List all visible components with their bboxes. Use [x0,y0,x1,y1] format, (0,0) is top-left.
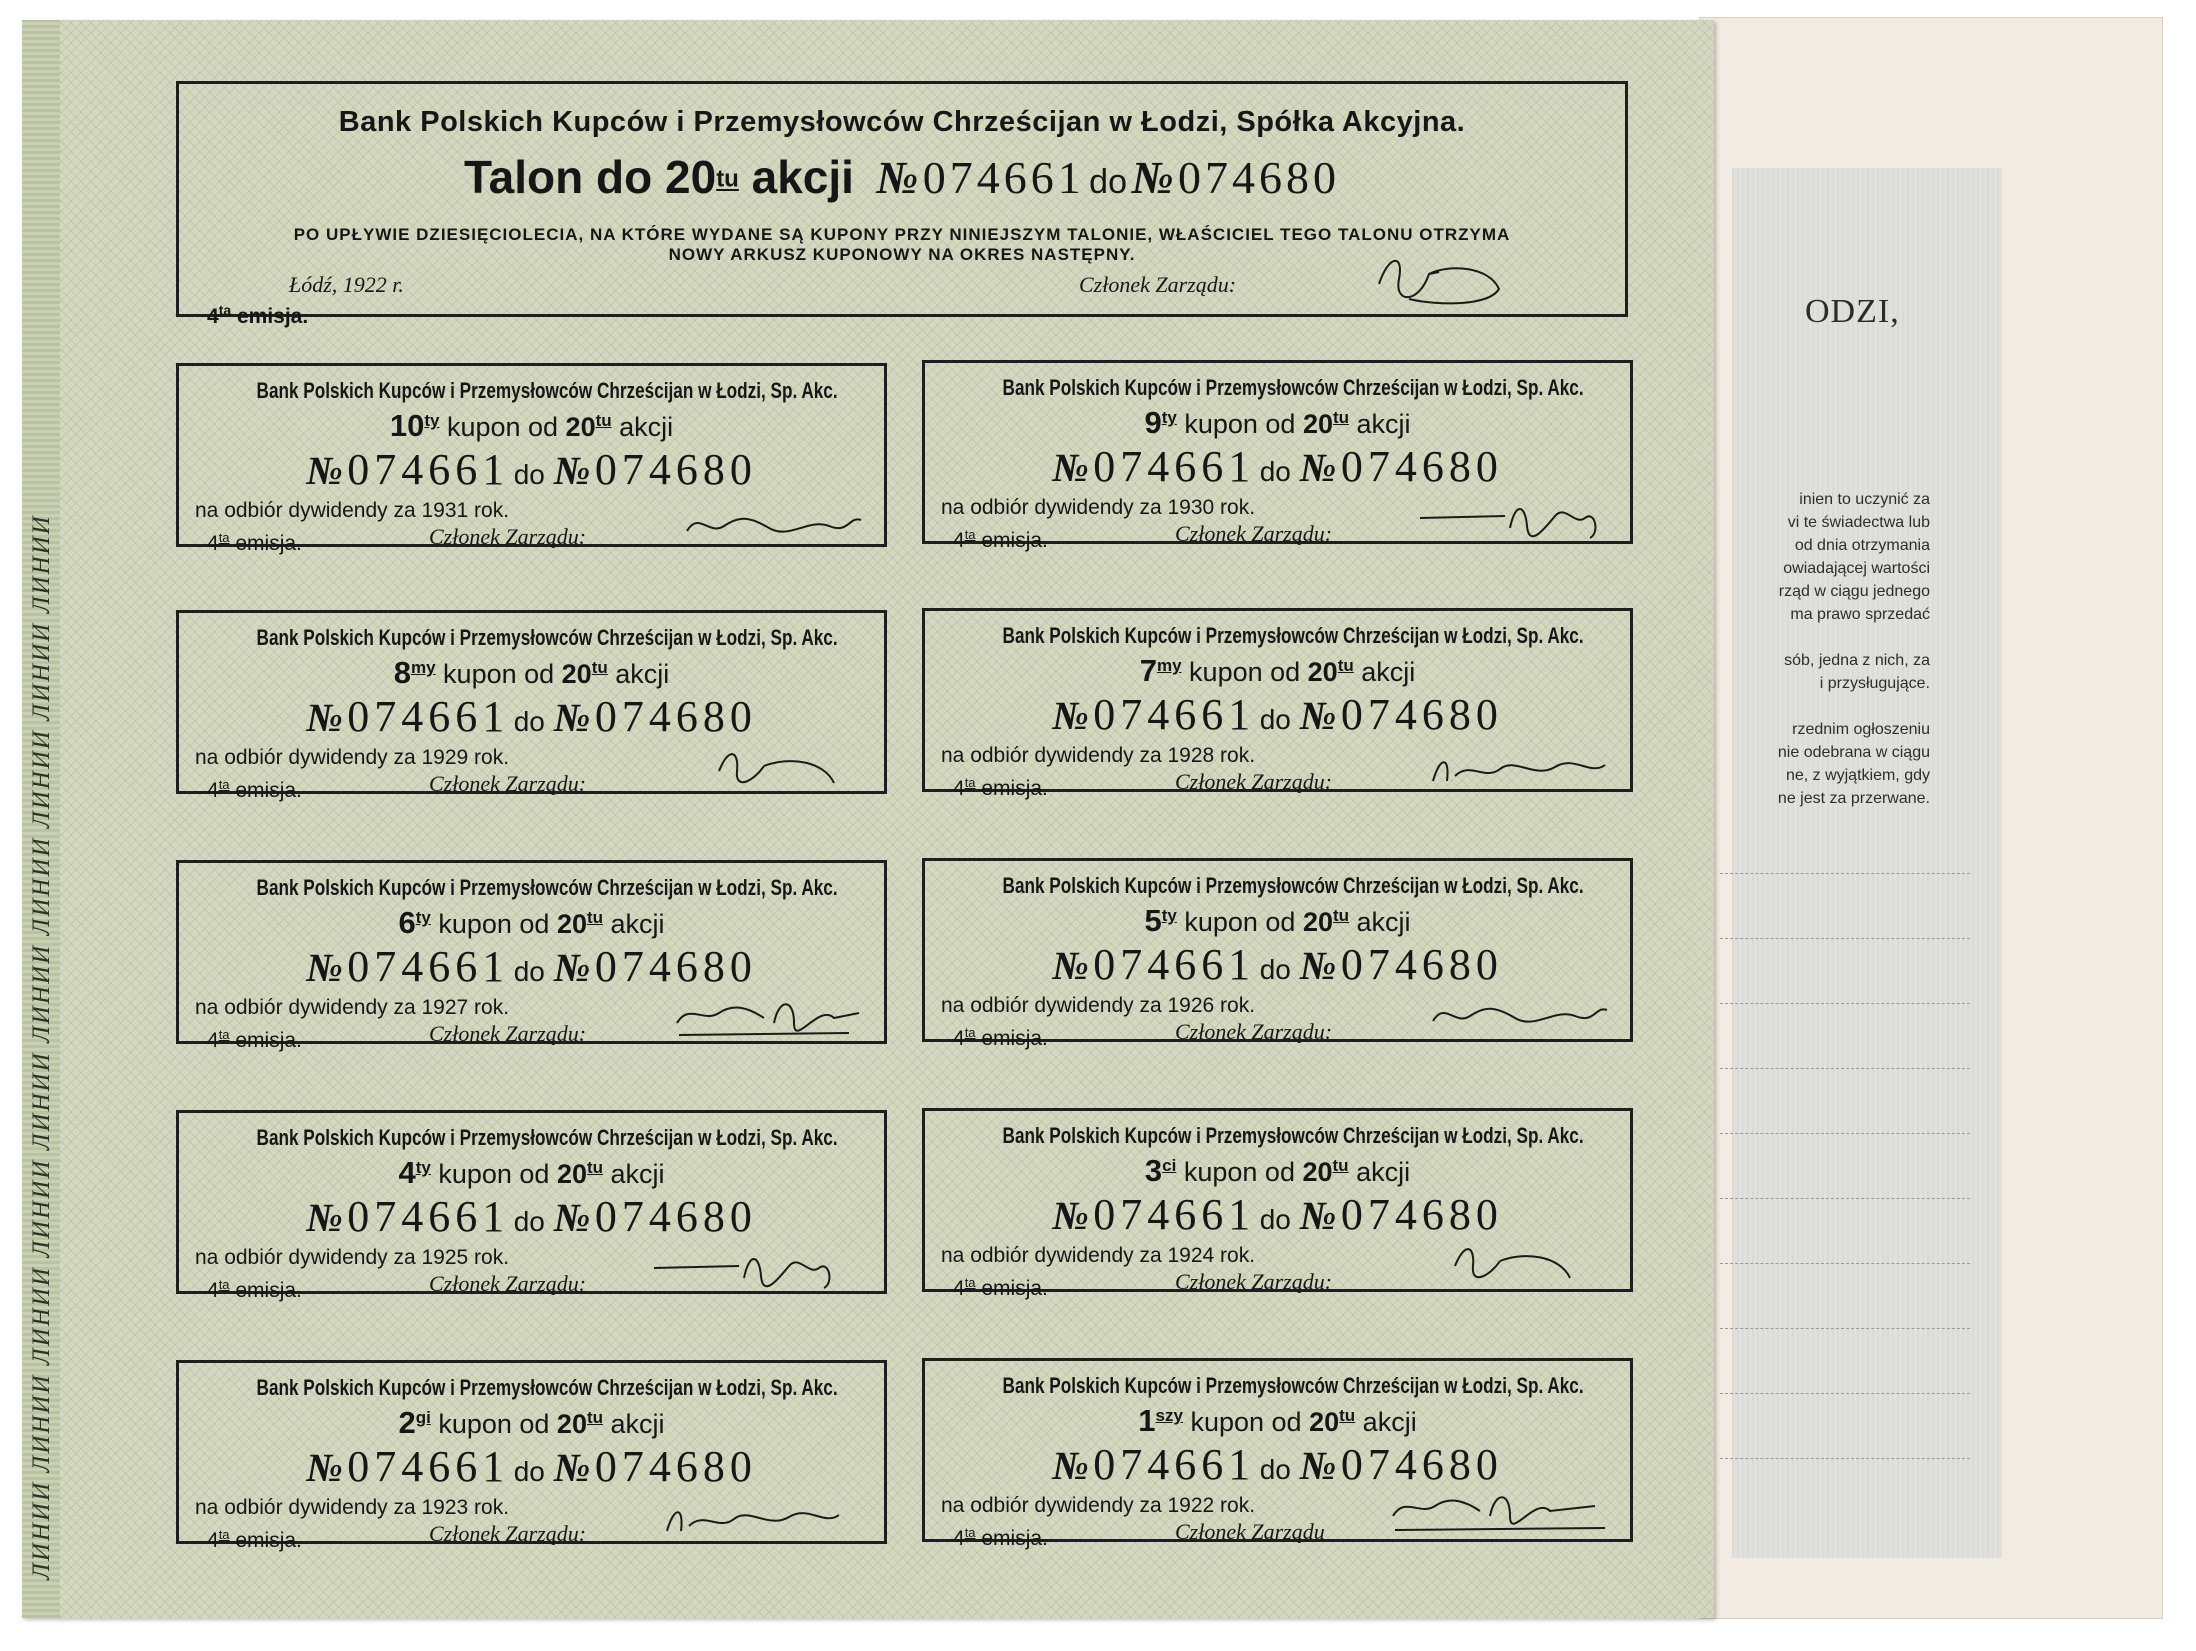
coupon-board-member: Członek Zarządu: [429,771,587,796]
emission-word: emisja. [975,529,1048,552]
talon-title-twenty: 20 [665,151,717,203]
side-strip-text: ЛИНИИ ЛИНИИ ЛИНИИ ЛИНИИ ЛИНИИ ЛИНИИ ЛИНИИ ЛИНИИ ЛИНИИ ЛИНИИ [28,514,55,1580]
background-dotted-line [1720,1458,1970,1459]
emission-number: 4 [953,777,965,800]
emission-sup: ta [964,1025,976,1040]
number-sign: № [1131,152,1174,203]
coupon-title [925,903,1630,939]
coupon-share-sup: tu [1339,1406,1356,1425]
coupon-title [925,1403,1630,1439]
coupon-akcji-text: akcji [603,1409,665,1439]
coupon-ordinal-sup: ty [415,908,431,927]
coupon-share-sup: tu [591,658,608,677]
coupon-title [179,1405,884,1441]
coupon-ordinal-sup: ty [1161,408,1177,427]
coupon-kupon-text: kupon od [1176,1157,1303,1187]
coupon-ordinal: 8 [393,655,411,690]
coupon-do: do [1259,954,1291,985]
coupon-ordinal-sup: ci [1162,1156,1177,1175]
coupon-kupon-text: kupon od [430,909,557,939]
coupon-share-sup: tu [586,908,604,927]
coupon-number-to: 074680 [594,692,757,741]
coupon-ordinal: 5 [1144,903,1162,938]
emission-word: emisja. [975,777,1048,800]
talon-bank-name: Bank Polskich Kupców i Przemysłowców Chrześcijan w Łodzi, Spółka Akcyjna. [338,106,1466,138]
signature-icon [1425,996,1615,1041]
coupon-share-sup: tu [1337,656,1354,675]
coupon-akcji-text: akcji [1348,1157,1411,1187]
number-sign: № [1299,693,1337,738]
coupon-do: do [1259,704,1291,735]
coupon-bank-name: Bank Polskich Kupców i Przemysłowców Chrześcijan w Łodzi, Sp. Akc. [256,625,838,650]
coupon-do: do [513,1456,545,1487]
coupon-title [179,1155,884,1191]
coupon-dividend-text: na odbiór dywidendy za 1923 rok. [195,1496,510,1519]
coupon-kupon-text: kupon od [1176,907,1303,937]
coupon-number-range [925,441,1630,492]
coupon-emission [953,527,1048,553]
coupon-number-range [925,689,1630,740]
coupon-do: do [1259,1204,1291,1235]
coupon-number-to: 074680 [1340,442,1503,491]
coupon-ordinal-sup: ty [424,411,440,430]
talon-title-post: akcji [738,151,854,203]
coupon-emission [207,1277,302,1303]
emission-number: 4 [207,779,219,802]
coupon-do: do [1259,1454,1291,1485]
coupon-share-count: 20 [565,412,596,442]
number-sign: № [1052,445,1089,490]
coupon-1 [922,1358,1633,1550]
number-sign: № [306,945,343,990]
number-sign: № [1052,1443,1089,1488]
coupon-number-from: 074661 [347,692,510,741]
signature-icon [1425,751,1615,791]
coupon-ordinal: 6 [398,905,416,940]
signature-icon [1445,1236,1595,1291]
coupon-share-sup: tu [595,411,612,430]
coupon-number-to: 074680 [594,1442,757,1491]
coupon-number-range [925,1189,1630,1240]
background-dotted-line [1720,873,1970,874]
emission-sup: ta [218,1277,230,1292]
background-certificate [1700,18,2162,1618]
coupon-emission [953,1025,1048,1051]
signature-icon [669,993,869,1043]
emission-word: emisja. [229,1279,302,1302]
coupon-akcji-text: akcji [607,659,670,689]
coupon-dividend-text: na odbiór dywidendy za 1928 rok. [941,744,1256,767]
background-dotted-line [1720,1263,1970,1264]
background-heading-fragment: ODZI, [1805,293,1900,330]
coupon-title [179,905,884,941]
background-text-line: ne, z wyjątkiem, gdy [1785,767,1930,784]
coupon-5 [922,858,1633,1050]
coupon-number-range [179,444,884,495]
side-ornament-strip [22,20,60,1618]
coupon-number-range [179,1441,884,1492]
signature-icon [679,506,869,546]
coupon-ordinal-sup: ty [415,1158,431,1177]
coupon-board-member: Członek Zarządu [1175,1519,1325,1544]
coupon-ordinal: 7 [1139,653,1157,688]
coupon-share-sup: tu [1332,408,1350,427]
coupon-dividend-text: na odbiór dywidendy za 1925 rok. [195,1246,510,1269]
coupon-number-range [925,939,1630,990]
emission-number: 4 [207,1029,219,1052]
emission-number: 4 [953,529,965,552]
coupon-emission [953,775,1048,801]
emission-number: 4 [207,532,219,555]
background-text-line: rząd w ciągu jednego [1778,583,1930,600]
emission-sup: ta [218,1527,230,1542]
coupon-board-member: Członek Zarządu: [429,524,587,549]
emission-number: 4 [207,305,219,328]
coupon-share-count: 20 [556,909,587,939]
background-dotted-line [1720,1328,1970,1329]
background-text-line: nie odebrana w ciągu [1777,744,1930,761]
coupon-akcji-text: akcji [603,1159,665,1189]
coupon-4 [176,1110,887,1302]
coupon-ordinal: 9 [1144,405,1162,440]
coupon-share-count: 20 [556,1409,587,1439]
emission-word: emisja. [231,305,309,328]
coupon-share-count: 20 [1302,907,1333,937]
coupon-akcji-text: akcji [1355,1407,1417,1437]
background-text-line: ne jest za przerwane. [1777,790,1930,807]
talon-notice-line: PO UPŁYWIE DZIESIĘCIOLECIA, NA KTÓRE WYDANE SĄ KUPONY PRZY NINIEJSZYM TALONIE, WŁAŚCICIEL TEGO TALONU OTRZYMA [293,225,1511,244]
coupon-bank-name: Bank Polskich Kupców i Przemysłowców Chrześcijan w Łodzi, Sp. Akc. [256,1125,838,1150]
coupon-kupon-text: kupon od [1182,1407,1310,1437]
coupon-dividend-text: na odbiór dywidendy za 1927 rok. [195,996,510,1019]
coupon-board-member: Członek Zarządu: [429,1271,587,1296]
signature-icon [1369,244,1509,314]
coupon-akcji-text: akcji [611,412,674,442]
coupon-bank-name: Bank Polskich Kupców i Przemysłowców Chrześcijan w Łodzi, Sp. Akc. [1002,1123,1584,1148]
coupon-number-from: 074661 [1093,1190,1256,1239]
coupon-ordinal-sup: ty [1161,906,1177,925]
coupon-number-range [179,1191,884,1242]
coupon-number-from: 074661 [347,445,510,494]
coupon-board-member: Członek Zarządu: [1175,1269,1333,1294]
background-text-line: vi te świadectwa lub [1787,514,1930,531]
talon-board-member: Członek Zarządu: [1079,272,1237,297]
background-text-line: i przysługujące. [1819,675,1930,692]
coupon-number-range [179,941,884,992]
emission-sup: ta [964,527,976,542]
background-text-line: od dnia otrzymania [1794,537,1930,554]
coupon-share-sup: tu [586,1408,604,1427]
coupon-bank-name: Bank Polskich Kupców i Przemysłowców Chrześcijan w Łodzi, Sp. Akc. [256,378,838,403]
coupon-ordinal: 3 [1144,1153,1163,1188]
emission-sup: ta [964,1275,976,1290]
talon-place-date: Łódź, 1922 r. [289,272,404,297]
coupon-dividend-text: na odbiór dywidendy za 1930 rok. [941,496,1256,519]
coupon-kupon-text: kupon od [1181,657,1308,687]
background-ornament [1732,168,2002,1558]
signature-icon [1415,498,1615,543]
coupon-kupon-text: kupon od [430,1409,557,1439]
number-sign: № [306,1445,343,1490]
background-dotted-line [1720,1133,1970,1134]
background-dotted-line [1720,1003,1970,1004]
background-text-line: rzednim ogłoszeniu [1792,721,1930,738]
coupon-kupon-text: kupon od [1176,409,1303,439]
coupon-emission [207,530,302,556]
coupon-share-count: 20 [1302,1157,1333,1187]
talon-title-row [179,150,1625,204]
coupon-title [179,408,884,444]
number-sign: № [553,448,591,493]
coupon-number-from: 074661 [1093,940,1256,989]
coupon-number-to: 074680 [594,942,757,991]
emission-word: emisja. [229,1529,302,1552]
emission-sup: ta [218,777,230,792]
coupon-do: do [513,706,545,737]
coupon-ordinal: 4 [398,1155,416,1190]
coupon-number-from: 074661 [347,1192,510,1241]
number-sign: № [306,1195,343,1240]
talon-number-to: 074680 [1178,152,1340,203]
background-dotted-line [1720,938,1970,939]
coupon-board-member: Członek Zarządu: [1175,1019,1333,1044]
coupon-board-member: Członek Zarządu: [429,1521,587,1546]
coupon-emission [207,1527,302,1553]
emission-sup: ta [218,530,230,545]
coupon-6 [176,860,887,1052]
signature-icon [649,1248,859,1293]
coupon-dividend-text: na odbiór dywidendy za 1929 rok. [195,746,510,769]
coupon-ordinal: 2 [398,1405,416,1440]
coupon-share-sup: tu [1332,1156,1349,1175]
talon-notice-line: NOWY ARKUSZ KUPONOWY NA OKRES NASTĘPNY. [668,245,1136,264]
coupon-number-from: 074661 [347,1442,510,1491]
coupon-number-to: 074680 [1340,940,1503,989]
number-sign: № [553,695,591,740]
coupon-akcji-text: akcji [1353,657,1416,687]
number-sign: № [1299,1443,1337,1488]
number-sign: № [1052,943,1089,988]
coupon-bank-name: Bank Polskich Kupców i Przemysłowców Chrześcijan w Łodzi, Sp. Akc. [1002,623,1584,648]
emission-word: emisja. [229,532,302,555]
coupon-bank-name: Bank Polskich Kupców i Przemysłowców Chrześcijan w Łodzi, Sp. Akc. [1002,1373,1584,1398]
number-sign: № [876,152,919,203]
coupon-akcji-text: akcji [603,909,665,939]
coupon-bank-name: Bank Polskich Kupców i Przemysłowców Chrześcijan w Łodzi, Sp. Akc. [1002,375,1584,400]
emission-number: 4 [953,1027,965,1050]
coupon-share-count: 20 [556,1159,587,1189]
signature-icon [709,741,849,796]
coupon-akcji-text: akcji [1349,409,1411,439]
emission-word: emisja. [975,1277,1048,1300]
coupon-8 [176,610,887,802]
emission-number: 4 [953,1277,965,1300]
coupon-number-from: 074661 [1093,690,1256,739]
talon-do: do [1089,163,1127,201]
coupon-number-to: 074680 [594,445,757,494]
coupon-number-range [925,1439,1630,1490]
background-text-line: ma prawo sprzedać [1790,606,1930,623]
coupon-number-to: 074680 [1340,1440,1503,1489]
coupon-board-member: Członek Zarządu: [1175,769,1333,794]
coupon-board-member: Członek Zarządu: [429,1021,587,1046]
coupon-number-from: 074661 [347,942,510,991]
coupon-ordinal: 1 [1138,1403,1156,1438]
coupon-share-count: 20 [1307,657,1338,687]
coupon-kupon-text: kupon od [439,412,566,442]
emission-number: 4 [953,1527,965,1550]
talon-box [176,81,1628,328]
coupon-3 [922,1108,1633,1300]
coupon-do: do [513,1206,545,1237]
coupon-7 [922,608,1633,800]
emission-sup: ta [964,775,976,790]
coupon-share-sup: tu [586,1158,604,1177]
background-dotted-line [1720,1068,1970,1069]
emission-word: emisja. [975,1527,1048,1550]
emission-word: emisja. [975,1027,1048,1050]
coupon-sheet [22,20,1714,1618]
coupon-dividend-text: na odbiór dywidendy za 1924 rok. [941,1244,1256,1267]
coupon-ordinal-sup: szy [1155,1406,1183,1425]
number-sign: № [553,1445,591,1490]
coupon-2 [176,1360,887,1552]
coupon-kupon-text: kupon od [430,1159,557,1189]
coupon-emission [207,1027,302,1053]
coupon-dividend-text: na odbiór dywidendy za 1926 rok. [941,994,1256,1017]
background-dotted-line [1720,1393,1970,1394]
coupon-title [925,405,1630,441]
coupon-title [179,655,884,691]
coupon-bank-name: Bank Polskich Kupców i Przemysłowców Chrześcijan w Łodzi, Sp. Akc. [1002,873,1584,898]
background-text-block [1700,488,1930,810]
emission-number: 4 [207,1529,219,1552]
number-sign: № [306,695,343,740]
coupon-bank-name: Bank Polskich Kupców i Przemysłowców Chrześcijan w Łodzi, Sp. Akc. [256,1375,838,1400]
coupon-kupon-text: kupon od [435,659,562,689]
coupon-number-from: 074661 [1093,1440,1256,1489]
talon-number-from: 074661 [922,152,1085,203]
coupon-do: do [1259,456,1291,487]
background-text-line: inien to uczynić za [1799,491,1930,508]
coupon-title [925,1153,1630,1189]
coupon-ordinal: 10 [389,408,425,443]
coupon-number-to: 074680 [594,1192,757,1241]
emission-sup: ta [218,302,232,318]
number-sign: № [1299,445,1337,490]
coupon-9 [922,360,1633,552]
coupon-number-to: 074680 [1340,1190,1503,1239]
signature-icon [1385,1486,1615,1541]
coupon-ordinal-sup: my [1156,656,1182,675]
number-sign: № [553,945,591,990]
coupon-dividend-text: na odbiór dywidendy za 1931 rok. [195,499,510,522]
emission-word: emisja. [229,779,302,802]
background-text-line [1700,695,1930,718]
coupon-dividend-text: na odbiór dywidendy za 1922 rok. [941,1494,1256,1517]
background-text-line: owiadającej wartości [1783,560,1930,577]
coupon-number-from: 074661 [1093,442,1256,491]
number-sign: № [1299,1193,1337,1238]
coupon-number-to: 074680 [1340,690,1503,739]
coupon-ordinal-sup: gi [415,1408,431,1427]
coupon-title [925,653,1630,689]
coupon-bank-name: Bank Polskich Kupców i Przemysłowców Chrześcijan w Łodzi, Sp. Akc. [256,875,838,900]
talon-title-pre: Talon do [464,151,666,203]
coupon-emission [953,1525,1048,1551]
coupon-share-sup: tu [1332,906,1350,925]
number-sign: № [1052,693,1089,738]
emission-number: 4 [207,1279,219,1302]
coupon-do: do [513,459,545,490]
number-sign: № [553,1195,591,1240]
talon-emission [207,302,308,329]
emission-sup: ta [964,1525,976,1540]
coupon-share-count: 20 [1309,1407,1340,1437]
coupon-emission [953,1275,1048,1301]
background-text-line [1700,626,1930,649]
signature-icon [659,1501,859,1543]
coupon-board-member: Członek Zarządu: [1175,521,1333,546]
coupon-share-count: 20 [561,659,592,689]
number-sign: № [1299,943,1337,988]
talon-title-sup: tu [716,165,739,193]
coupon-emission [207,777,302,803]
coupon-share-count: 20 [1302,409,1333,439]
coupon-do: do [513,956,545,987]
number-sign: № [306,448,343,493]
coupon-ordinal-sup: my [410,658,436,677]
emission-sup: ta [218,1027,230,1042]
coupon-akcji-text: akcji [1349,907,1411,937]
background-dotted-line [1720,1198,1970,1199]
number-sign: № [1052,1193,1089,1238]
emission-word: emisja. [229,1029,302,1052]
coupon-10 [176,363,887,555]
background-text-line: sób, jedna z nich, za [1784,652,1930,669]
coupon-number-range [179,691,884,742]
